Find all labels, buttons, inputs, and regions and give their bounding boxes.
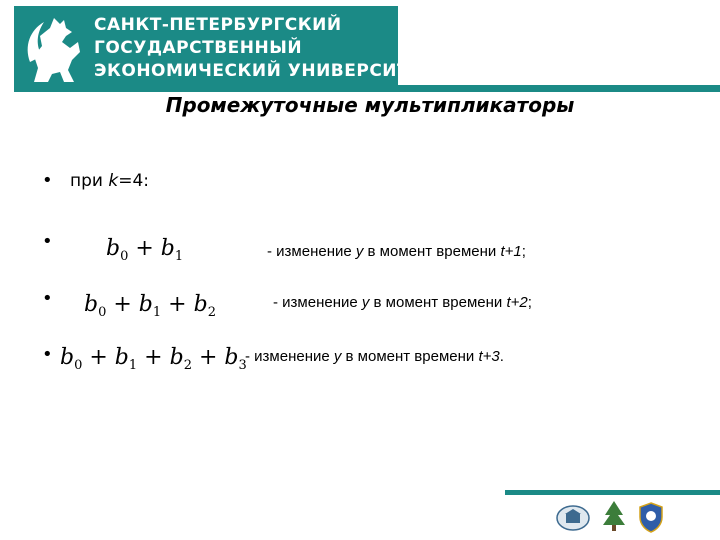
slide-title: Промежуточные мультипликаторы [165,93,575,117]
condition-prefix: при [70,171,109,191]
term-index: 2 [207,305,216,320]
desc-mid: в момент времени [369,294,507,311]
university-name-line1: САНКТ-ПЕТЕРБУРГСКИЙ [94,15,342,35]
desc-var: y [361,294,370,311]
desc-time: t+3 [478,348,500,365]
condition-var: k [108,171,119,191]
footer [0,495,720,540]
bullet-dot: • [42,288,53,309]
condition-text [70,171,149,191]
university-name-line2: ГОСУДАРСТВЕННЫЙ [94,38,303,58]
multiplier-formula-1: $b_0 + b_1$ [106,236,184,264]
term-symbol: b [106,236,121,261]
bullet-dot: • [42,231,53,252]
desc-prefix: - изменение [273,294,362,311]
term-symbol: b [160,236,175,261]
desc-var: y [355,243,364,260]
multiplier-formula-3: $b_0 + b_1 + b_2 + b_3$ [60,345,247,373]
condition-suffix: =4: [118,171,150,191]
multiplier-formula-2: $b_0 + b_1 + b_2$ [84,292,216,320]
griffin-logo-icon [24,12,84,86]
university-name [94,14,433,83]
desc-prefix: - изменение [245,348,334,365]
term-index: 3 [238,358,247,373]
term-symbol: b [169,345,184,370]
university-name-line3: ЭКОНОМИЧЕСКИЙ УНИВЕРСИТЕТ [94,61,434,81]
term-symbol: b [114,345,129,370]
header-divider [398,85,720,92]
term-symbol: b [138,292,153,317]
bullet-dot: • [42,344,53,365]
multiplier-description-2 [273,294,532,311]
multiplier-description-1 [267,243,526,260]
desc-time: t+2 [506,294,528,311]
multiplier-description-3 [245,348,504,365]
term-symbol: b [224,345,239,370]
bullet-dot: • [42,170,53,191]
term-index: 1 [174,249,184,264]
term-index: 1 [128,358,138,373]
desc-var: y [333,348,342,365]
desc-mid: в момент времени [363,243,501,260]
term-index: 0 [74,358,83,373]
term-symbol: b [60,345,75,370]
tree-icon [601,499,627,533]
term-symbol: b [84,292,99,317]
term-index: 1 [152,305,162,320]
term-index: 0 [98,305,107,320]
emblem-icon [556,505,590,531]
desc-end: . [499,348,504,365]
desc-time: t+1 [500,243,522,260]
term-symbol: b [193,292,208,317]
desc-end: ; [521,243,526,260]
desc-prefix: - изменение [267,243,356,260]
desc-mid: в момент времени [341,348,479,365]
shield-icon [638,501,664,533]
desc-end: ; [527,294,532,311]
term-index: 0 [120,249,129,264]
term-index: 2 [183,358,192,373]
